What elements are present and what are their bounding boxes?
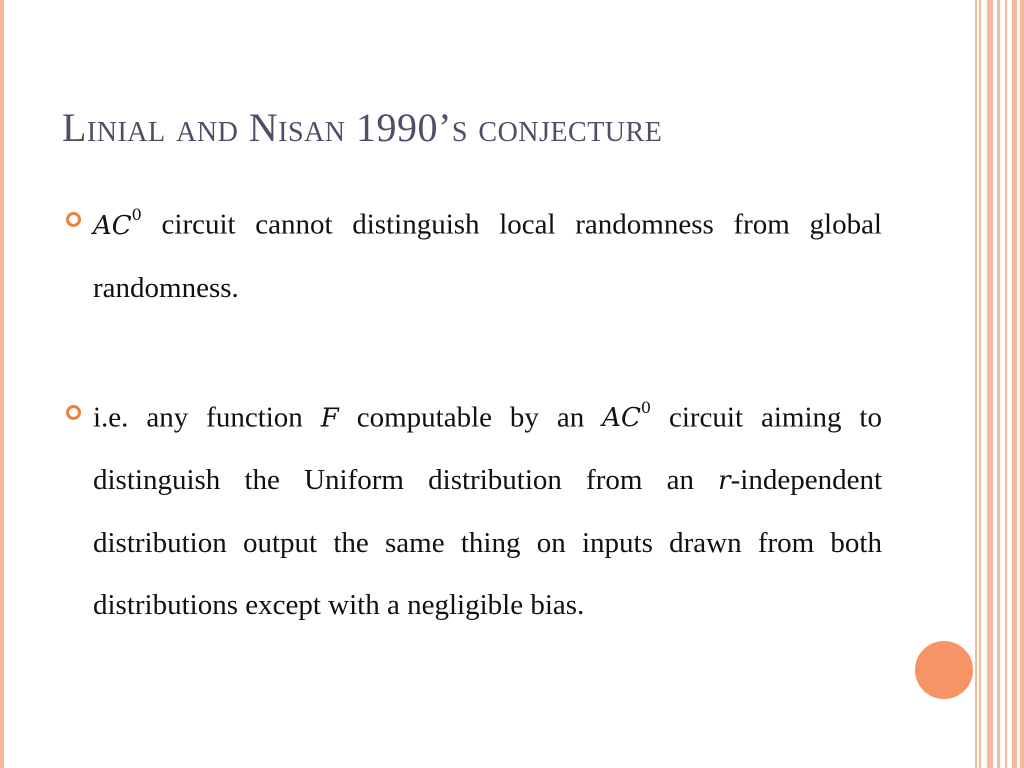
bullet-text: i.e. any function (93, 401, 321, 434)
accent-circle (913, 639, 975, 701)
math-f: F (320, 403, 339, 434)
math-ac: $AC^0$ (602, 397, 652, 434)
decorative-stripe (997, 0, 1000, 768)
slide-title: Linial and Nisan 1990’s conjecture (62, 105, 663, 150)
bullet-text: computable by an (338, 401, 603, 434)
bullet-item (62, 381, 882, 637)
bullet-item (62, 188, 882, 319)
bullet-text: -independent distribution output the same thing on inputs drawn from both distributions except with a negligible bias. (93, 464, 882, 622)
bullet-text: circuit cannot distinguish local randomness from global randomness. (93, 208, 882, 304)
decorative-stripe (1005, 0, 1007, 768)
bullet-list (62, 188, 882, 636)
decorative-stripe (1012, 0, 1017, 768)
circle-bullet-icon (66, 212, 81, 227)
circle-bullet-icon (66, 405, 81, 420)
math-r: r (718, 466, 731, 497)
decorative-stripe (1020, 0, 1024, 768)
bullet-text: circuit aiming to distinguish the Uniform distribution from an (93, 401, 882, 497)
decorative-stripe (979, 0, 981, 768)
decorative-stripe (987, 0, 993, 768)
math-ac: $AC^0$ (93, 205, 142, 241)
